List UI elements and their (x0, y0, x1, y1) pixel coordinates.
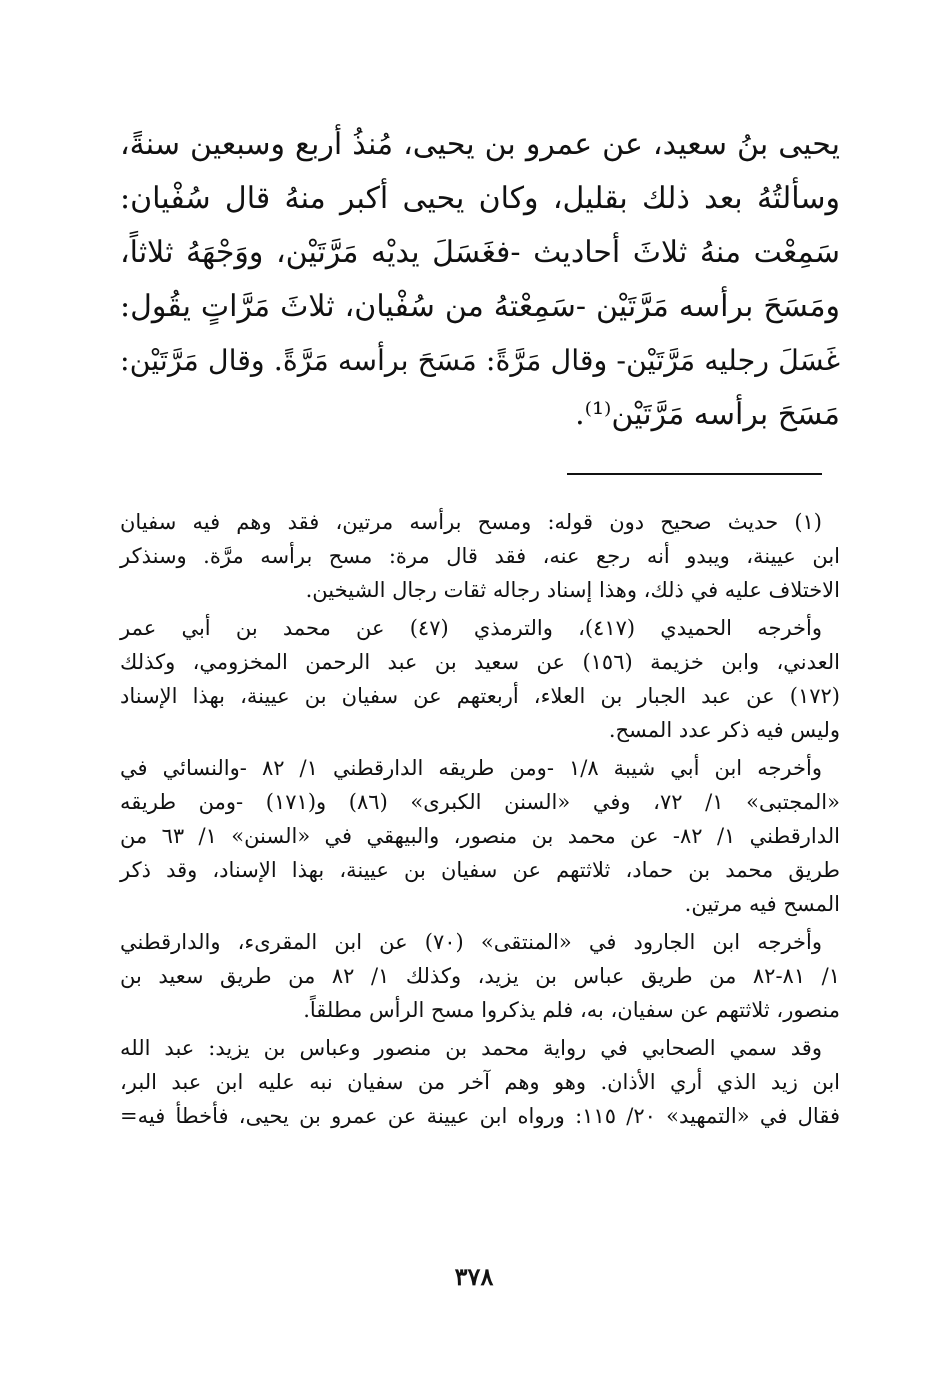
page-number: ٣٧٨ (454, 1262, 494, 1291)
footnote-line: (١) حديث صحيح دون قوله: ومسح برأسه مرتين، فقد وهم فيه سفيان (120, 510, 822, 534)
footnote-line: وأخرجه الحميدي (٤١٧)، والترمذي (٤٧) عن محمد بن أبي عمر (120, 616, 822, 640)
footnote-paragraph (120, 925, 840, 1027)
main-text-line: يحيى بنُ سعيد، عن عمرو بن يحيى، مُنذُ أربع وسبعين سنةً، (120, 127, 840, 162)
footnote-line: طريق محمد بن حماد، ثلاثتهم عن سفيان بن عيينة، بهذا الإسناد، وقد ذكر (120, 858, 840, 882)
footnote-line: المسح فيه مرتين. (684, 892, 840, 916)
footnote-line: (١٧٢) عن عبد الجبار بن العلاء، أربعتهم عن سفيان بن عيينة، بهذا الإسناد (120, 684, 840, 708)
footnote-line: ١/ ٨١-٨٢ من طريق عباس بن يزيد، وكذلك ١/ ٨٢ من طريق سعيد بن (120, 964, 840, 988)
footnote-line: ابن زيد الذي أري الأذان. وهو وهم آخر من سفيان نبه عليه ابن عبد البر، (120, 1070, 840, 1094)
footnote-paragraph (120, 505, 840, 607)
main-text-line: سَمِعْت منهُ ثلاثَ أحاديث -فغَسَلَ يديْه مَرَّتَيْن، ووَجْهَهُ ثلاثاً، (120, 235, 840, 270)
footnote-line: وقد سمي الصحابي في رواية محمد بن منصور وعباس بن يزيد: عبد الله (120, 1036, 822, 1060)
footnote-line: منصور، ثلاثتهم عن سفيان، به، فلم يذكروا مسح الرأس مطلقاً. (303, 998, 840, 1022)
footnote-line: وأخرجه ابن الجارود في «المنتقى» (٧٠) عن ابن المقرىء، والدارقطني (120, 930, 822, 954)
footnote-line: ابن عيينة، ويبدو أنه رجع عنه، فقد قال مرة: مسح برأسه مرَّة. وسنذكر (120, 544, 840, 568)
footnote-line: العدني، وابن خزيمة (١٥٦) عن سعيد بن عبد الرحمن المخزومي، وكذلك (120, 650, 840, 674)
footnote-paragraph (120, 1031, 840, 1133)
main-text-line: غَسَلَ رجليه مَرَّتَيْن- وقال مَرَّةً: مَسَحَ برأسه مَرَّةً. وقال مَرَّتَيْن: (120, 344, 840, 377)
footnote-paragraph (120, 611, 840, 747)
footnote-separator (567, 473, 822, 475)
footnote-line: الاختلاف عليه في ذلك، وهذا إسناد رجاله ثقات رجال الشيخين. (305, 578, 840, 602)
footnote-line: وليس فيه ذكر عدد المسح. (608, 718, 840, 742)
footnote-line: فقال في «التمهيد» ٢٠/ ١١٥: ورواه ابن عيينة عن عمرو بن يحيى، فأخطأ فيه= (120, 1104, 840, 1128)
footnote-paragraph (120, 751, 840, 921)
main-text-line: ومَسَحَ برأسه مَرَّتَيْن -سَمِعْتهُ من سُفْيان، ثلاثَ مَرَّاتٍ يقُول: (120, 289, 840, 324)
footnote-line: «المجتبى» ١/ ٧٢، وفي «السنن الكبرى» (٨٦) و(١٧١) -ومن طريقه (120, 790, 840, 814)
main-text-line: مَسَحَ برأسه مَرَّتَيْن⁽¹⁾. (575, 397, 840, 432)
main-text-block (120, 118, 840, 442)
footnote-line: وأخرجه ابن أبي شيبة ١/٨ -ومن طريقه الدارقطني ١/ ٨٢ -والنسائي في (120, 756, 822, 780)
footnote-line: الدارقطني ١/ ٨٢- عن محمد بن منصور، والبيهقي في «السنن» ١/ ٦٣ من (120, 824, 840, 848)
footnotes-block (120, 505, 840, 1137)
main-text-line: وسألتُهُ بعد ذلك بقليل، وكان يحيى أكبر منهُ قال سُفْيان: (120, 181, 840, 216)
